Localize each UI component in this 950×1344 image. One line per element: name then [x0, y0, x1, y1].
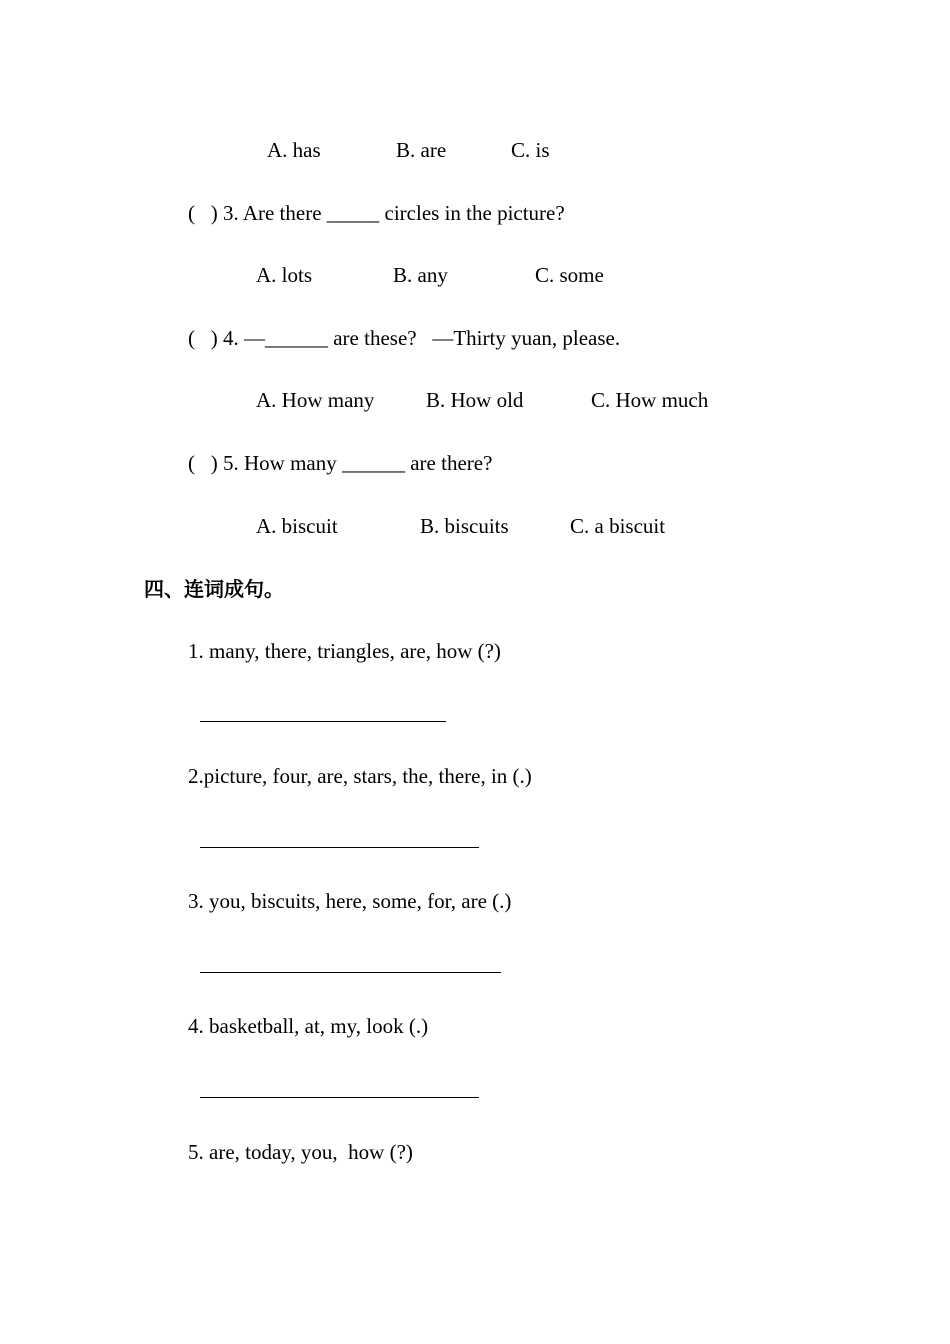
q4-option-b: B. How old — [426, 388, 524, 412]
q5-option-c: C. a biscuit — [570, 514, 666, 538]
q3-option-a: A. lots — [256, 263, 313, 287]
sentence-item-3: 3. you, biscuits, here, some, for, are (.) — [188, 889, 512, 913]
q3-option-b: B. any — [393, 263, 448, 287]
q4-option-c: C. How much — [591, 388, 709, 412]
q4-option-a: A. How many — [256, 388, 375, 412]
sentence-item-4: 4. basketball, at, my, look (.) — [188, 1014, 429, 1038]
sentence-item-1: 1. many, there, triangles, are, how (?) — [188, 639, 501, 663]
q5-option-b: B. biscuits — [420, 514, 509, 538]
sentence-item-2: 2.picture, four, are, stars, the, there, in (.) — [188, 764, 532, 788]
answer-line-3[interactable] — [200, 972, 501, 973]
q2-option-c: C. is — [511, 138, 550, 162]
answer-line-2[interactable] — [200, 847, 479, 848]
q2-option-b: B. are — [396, 138, 447, 162]
q5-stem: ( ) 5. How many ______ are there? — [188, 451, 493, 475]
q2-option-a: A. has — [267, 138, 321, 162]
section-4-title: 四、连词成句。 — [144, 577, 284, 601]
answer-line-4[interactable] — [200, 1097, 479, 1098]
q5-option-a: A. biscuit — [256, 514, 338, 538]
q3-option-c: C. some — [535, 263, 604, 287]
answer-line-1[interactable] — [200, 721, 446, 722]
q3-stem: ( ) 3. Are there _____ circles in the picture? — [188, 201, 565, 225]
sentence-item-5: 5. are, today, you, how (?) — [188, 1140, 413, 1164]
q4-stem: ( ) 4. —______ are these? —Thirty yuan, please. — [188, 326, 621, 350]
